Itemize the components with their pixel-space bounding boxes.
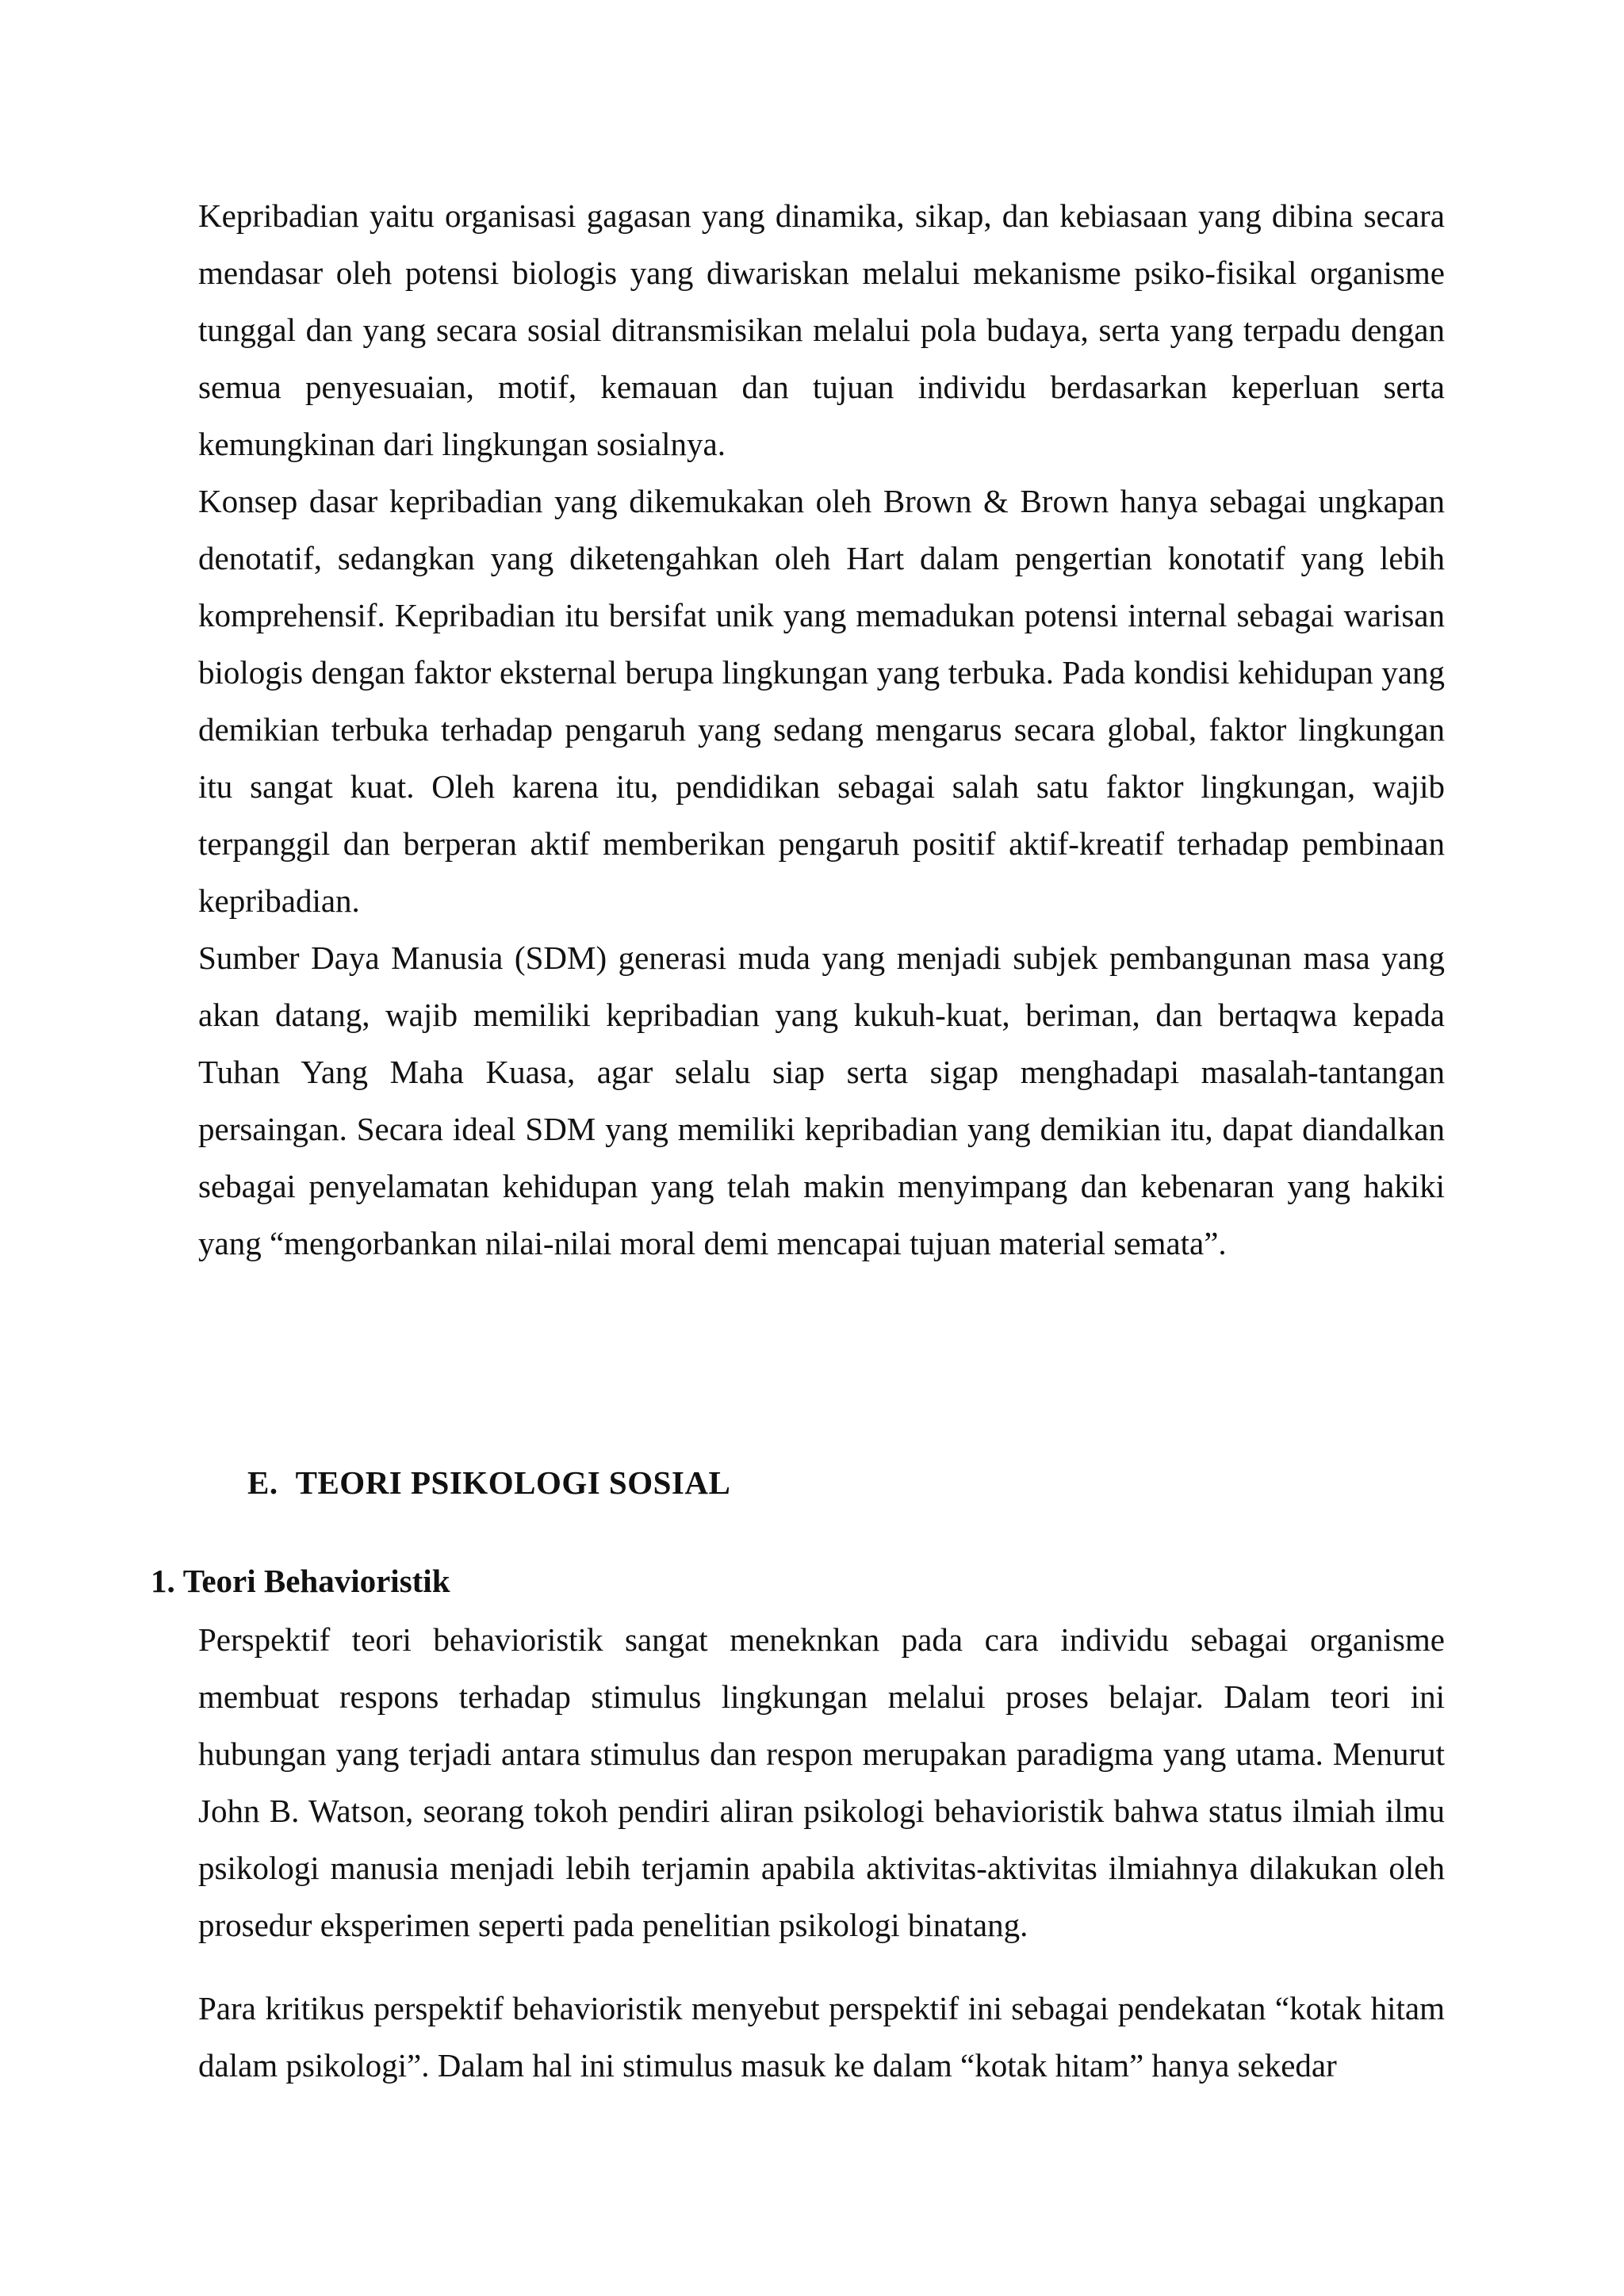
section-heading	[247, 1460, 730, 1505]
subsection-heading	[151, 1559, 450, 1603]
subsection-title: Teori Behavioristik	[182, 1563, 450, 1599]
subsection-number: 1.	[151, 1563, 175, 1599]
paragraph-konsep-dasar: Konsep dasar kepribadian yang dikemukakan oleh Brown & Brown hanya sebagai ungkapan denotatif, sedangkan yang diketengahkan oleh Hart dalam pengertian konotatif yang lebih komprehensif. Kepribadian itu bersifat unik yang memadukan potensi internal sebagai warisan biologis dengan faktor eksternal berupa lingkungan yang terbuka. Pada kondisi kehidupan yang demikian terbuka terhadap pengaruh yang sedang mengarus secara global, faktor lingkungan itu sangat kuat. Oleh karena itu, pendidikan sebagai salah satu faktor lingkungan, wajib terpanggil dan berperan aktif memberikan pengaruh positif aktif-kreatif terhadap pembinaan kepribadian.	[198, 483, 1445, 919]
section-marker: E.	[247, 1464, 278, 1501]
paragraph-sdm: Sumber Daya Manusia (SDM) generasi muda yang menjadi subjek pembangunan masa yang akan datang, wajib memiliki kepribadian yang kukuh-kuat, beriman, dan bertaqwa kepada Tuhan Yang Maha Kuasa, agar selalu siap serta sigap menghadapi masalah-tantangan persaingan. Secara ideal SDM yang memiliki kepribadian yang demikian itu, dapat diandalkan sebagai penyelamatan kehidupan yang telah makin menyimpang dan kebenaran yang hakiki yang “mengorbankan nilai-nilai moral demi mencapai tujuan material semata”.	[198, 939, 1445, 1261]
paragraph-behavioristik: Perspektif teori behavioristik sangat meneknkan pada cara individu sebagai organisme membuat respons terhadap stimulus lingkungan melalui proses belajar. Dalam teori ini hubungan yang terjadi antara stimulus dan respon merupakan paradigma yang utama. Menurut John B. Watson, seorang tokoh pendiri aliran psikologi behavioristik bahwa status ilmiah ilmu psikologi manusia menjadi lebih terjamin apabila aktivitas-aktivitas ilmiahnya dilakukan oleh prosedur eksperimen seperti pada penelitian psikologi binatang.	[198, 1621, 1445, 1943]
paragraph-kepribadian-definition: Kepribadian yaitu organisasi gagasan yang dinamika, sikap, dan kebiasaan yang dibina secara mendasar oleh potensi biologis yang diwariskan melalui mekanisme psiko-fisikal organisme tunggal dan yang secara sosial ditransmisikan melalui pola budaya, serta yang terpadu dengan semua penyesuaian, motif, kemauan dan tujuan individu berdasarkan keperluan serta kemungkinan dari lingkungan sosialnya.	[198, 197, 1445, 462]
paragraph-kritikus: Para kritikus perspektif behavioristik menyebut perspektif ini sebagai pendekatan “kotak hitam dalam psikologi”. Dalam hal ini stimulus masuk ke dalam “kotak hitam” hanya sekedar	[198, 1990, 1445, 2084]
section-title: TEORI PSIKOLOGI SOSIAL	[295, 1464, 731, 1501]
